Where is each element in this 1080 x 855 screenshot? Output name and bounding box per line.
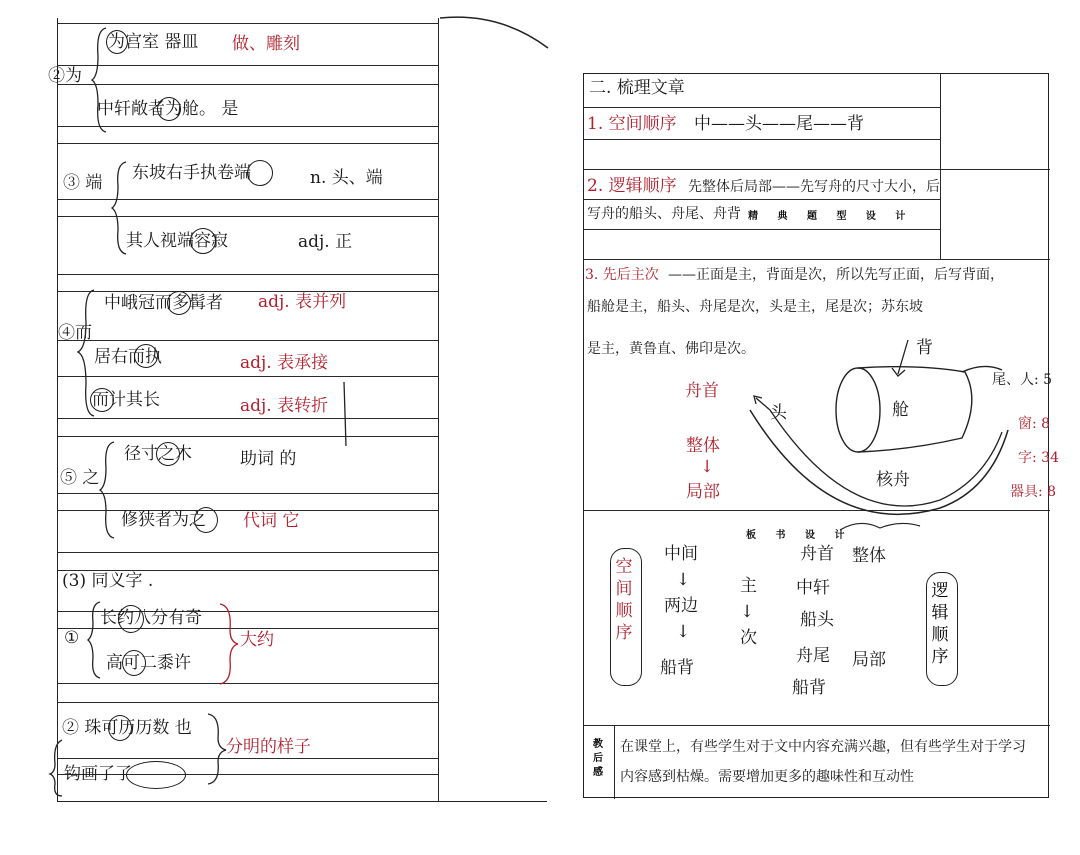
- ruled-line: [58, 84, 438, 85]
- ruled-line: [58, 758, 438, 759]
- order-label: 3. 先后主次: [585, 267, 659, 283]
- logical-order-cont: 写舟的船头、舟尾、舟背: [587, 206, 741, 222]
- item-4-er: ④而: [58, 323, 92, 343]
- er-example-3: 而计其长: [92, 390, 160, 410]
- logical-order-value: 先整体后局部——先写舟的尺寸大小，后: [688, 179, 940, 195]
- circle-mark: [106, 30, 128, 54]
- page-margin-line: [438, 18, 439, 802]
- board-part: 局部: [852, 650, 886, 670]
- circle-mark: [90, 388, 114, 412]
- diagram-whole: 整体: [686, 436, 720, 456]
- ruled-line: [58, 628, 438, 629]
- er-meaning-3: adj. 表转折: [240, 396, 329, 416]
- er-meaning-2: adj. 表承接: [240, 353, 329, 373]
- column-line: [940, 169, 941, 259]
- circle-mark: [134, 344, 158, 368]
- board-col1-4: 船背: [660, 658, 694, 678]
- synonym-2-example-1: ② 珠可历历数 也: [62, 718, 192, 738]
- er-example-1: 中峨冠而多髯者: [104, 293, 223, 313]
- board-col1-1: ↓: [676, 570, 691, 590]
- duan-example-2: 其人视端容寂: [126, 231, 228, 251]
- item-5-zhi: ⑤ 之: [60, 468, 100, 488]
- boat-diagram: [740, 340, 1040, 530]
- reflection-line-2: 内容感到枯燥。需要增加更多的趣味性和互动性: [620, 769, 914, 785]
- ruled-line: [58, 702, 438, 703]
- board-col1-0: 中间: [664, 544, 698, 564]
- synonym-1-meaning: 大约: [240, 630, 274, 650]
- ruled-line: [58, 340, 438, 341]
- circle-mark: [247, 160, 273, 186]
- zhi-example-2: 修狭者为之: [121, 510, 206, 530]
- circle-mark: [194, 507, 218, 533]
- circle-mark: [108, 715, 132, 741]
- duan-meaning-2: adj. 正: [298, 232, 353, 252]
- count-utensils: 器具: 8: [1010, 484, 1057, 500]
- wei-example-2: 中轩敞者为舱。 是: [97, 99, 239, 119]
- synonym-1-example-2: 高可二黍许: [106, 653, 191, 673]
- zhi-meaning-2: 代词 它: [243, 511, 300, 531]
- board-col3-2: 船头: [800, 610, 834, 630]
- down-arrow: ↓: [700, 457, 715, 477]
- er-meaning-1: adj. 表并列: [258, 292, 347, 312]
- brace: [100, 440, 116, 540]
- logical-order-label: 2. 逻辑顺序: [587, 176, 677, 196]
- board-whole: 整体: [852, 546, 886, 566]
- ruled-line: [58, 65, 438, 66]
- circle-mark: [156, 442, 180, 466]
- ruled-line: [58, 683, 438, 684]
- ruled-line: [58, 436, 438, 437]
- count-windows: 窗: 8: [1018, 416, 1051, 432]
- ruled-line: [58, 291, 438, 292]
- ruled-line: [58, 126, 438, 127]
- order-line-2: 船舱是主，船头、舟尾是次，头是主，尾是次；苏东坡: [587, 299, 923, 315]
- ruled-line: [58, 552, 438, 553]
- spatial-order-label: 1. 空间顺序: [587, 114, 677, 134]
- item-3-duan: ③ 端: [63, 173, 103, 193]
- wei-meaning-1: 做、雕刻: [232, 34, 300, 54]
- order-line-3: 是主，黄鲁直、佛印是次。: [587, 341, 755, 357]
- spatial-order-value: 中——头——尾——背: [694, 114, 864, 134]
- printed-heading: 精 典 题 型 设 计: [748, 211, 914, 222]
- board-col2-2: 次: [740, 628, 757, 648]
- zhi-example-1: 径寸之木: [124, 444, 192, 464]
- board-col1-3: ↓: [676, 622, 691, 642]
- diagram-back: 背: [916, 338, 933, 358]
- ruled-line: [58, 376, 438, 377]
- er-example-2: 居右而执: [94, 347, 162, 367]
- circle-mark: [157, 97, 181, 121]
- diagram-boat: 核舟: [876, 470, 910, 490]
- column-line: [940, 74, 941, 169]
- item-2-wei: ②为: [48, 66, 82, 86]
- synonym-1-example-1: 长约八分有奇: [100, 608, 202, 628]
- wei-example-1: 为宫室 器皿: [108, 32, 199, 52]
- circle-mark: [190, 228, 216, 254]
- circle-mark: [167, 291, 191, 315]
- ruled-line: [58, 274, 438, 275]
- ruled-line: [58, 418, 438, 419]
- diagram-cabin: 舱: [892, 400, 909, 420]
- synonym-2-meaning: 分明的样子: [226, 737, 311, 757]
- section-title: 二. 梳理文章: [589, 78, 685, 98]
- ruled-line: [584, 199, 940, 200]
- duan-example-1: 东坡右手执卷端: [132, 163, 251, 183]
- board-col2-0: 主: [740, 576, 757, 596]
- reflection-line-1: 在课堂上，有些学生对于文中内容充满兴趣，但有些学生对于学习: [620, 739, 1026, 755]
- board-col3-3: 舟尾: [796, 646, 830, 666]
- order-line-1: ——正面是主，背面是次，所以先写正面，后写背面，: [668, 267, 1004, 283]
- diagram-head-red: 舟首: [685, 381, 719, 401]
- circle-mark: [126, 761, 186, 789]
- board-heading: 板 书 设 计: [746, 530, 853, 541]
- column-line: [614, 725, 615, 799]
- ruled-line: [584, 107, 940, 108]
- count-characters: 字: 34: [1018, 450, 1059, 466]
- diagram-head: 头: [770, 403, 787, 423]
- board-col3-1: 中轩: [796, 578, 830, 598]
- brace: [50, 738, 64, 798]
- count-stern-people: 尾、人: 5: [992, 372, 1053, 388]
- page-curl: [440, 16, 550, 56]
- board-col3-4: 船背: [792, 678, 826, 698]
- circle-mark: [122, 650, 146, 676]
- synonym-heading: (3) 同义字 .: [62, 571, 154, 591]
- synonym-2-example-2: 钩画了了: [64, 764, 132, 784]
- pen-stroke: [300, 380, 360, 450]
- circle-mark: [118, 605, 144, 633]
- synonym-1-label: ①: [64, 628, 80, 648]
- board-col1-2: 两边: [664, 596, 698, 616]
- zhi-meaning-1: 助词 的: [240, 449, 297, 469]
- ruled-line: [58, 143, 438, 144]
- ruled-line: [584, 725, 1050, 726]
- board-logic-box: 逻辑顺序: [931, 581, 949, 667]
- ruled-line: [584, 169, 1050, 170]
- reflection-label: 教后感: [593, 739, 603, 778]
- ruled-line: [584, 259, 1050, 260]
- ruled-line: [584, 229, 940, 230]
- board-col2-1: ↓: [740, 602, 755, 622]
- duan-meaning-1: n. 头、端: [310, 168, 383, 188]
- ruled-line: [584, 139, 940, 140]
- board-spatial-box: 空间顺序: [615, 557, 633, 643]
- diagram-part: 局部: [686, 482, 720, 502]
- board-col3-0: 舟首: [800, 544, 834, 564]
- ruled-line: [58, 23, 438, 24]
